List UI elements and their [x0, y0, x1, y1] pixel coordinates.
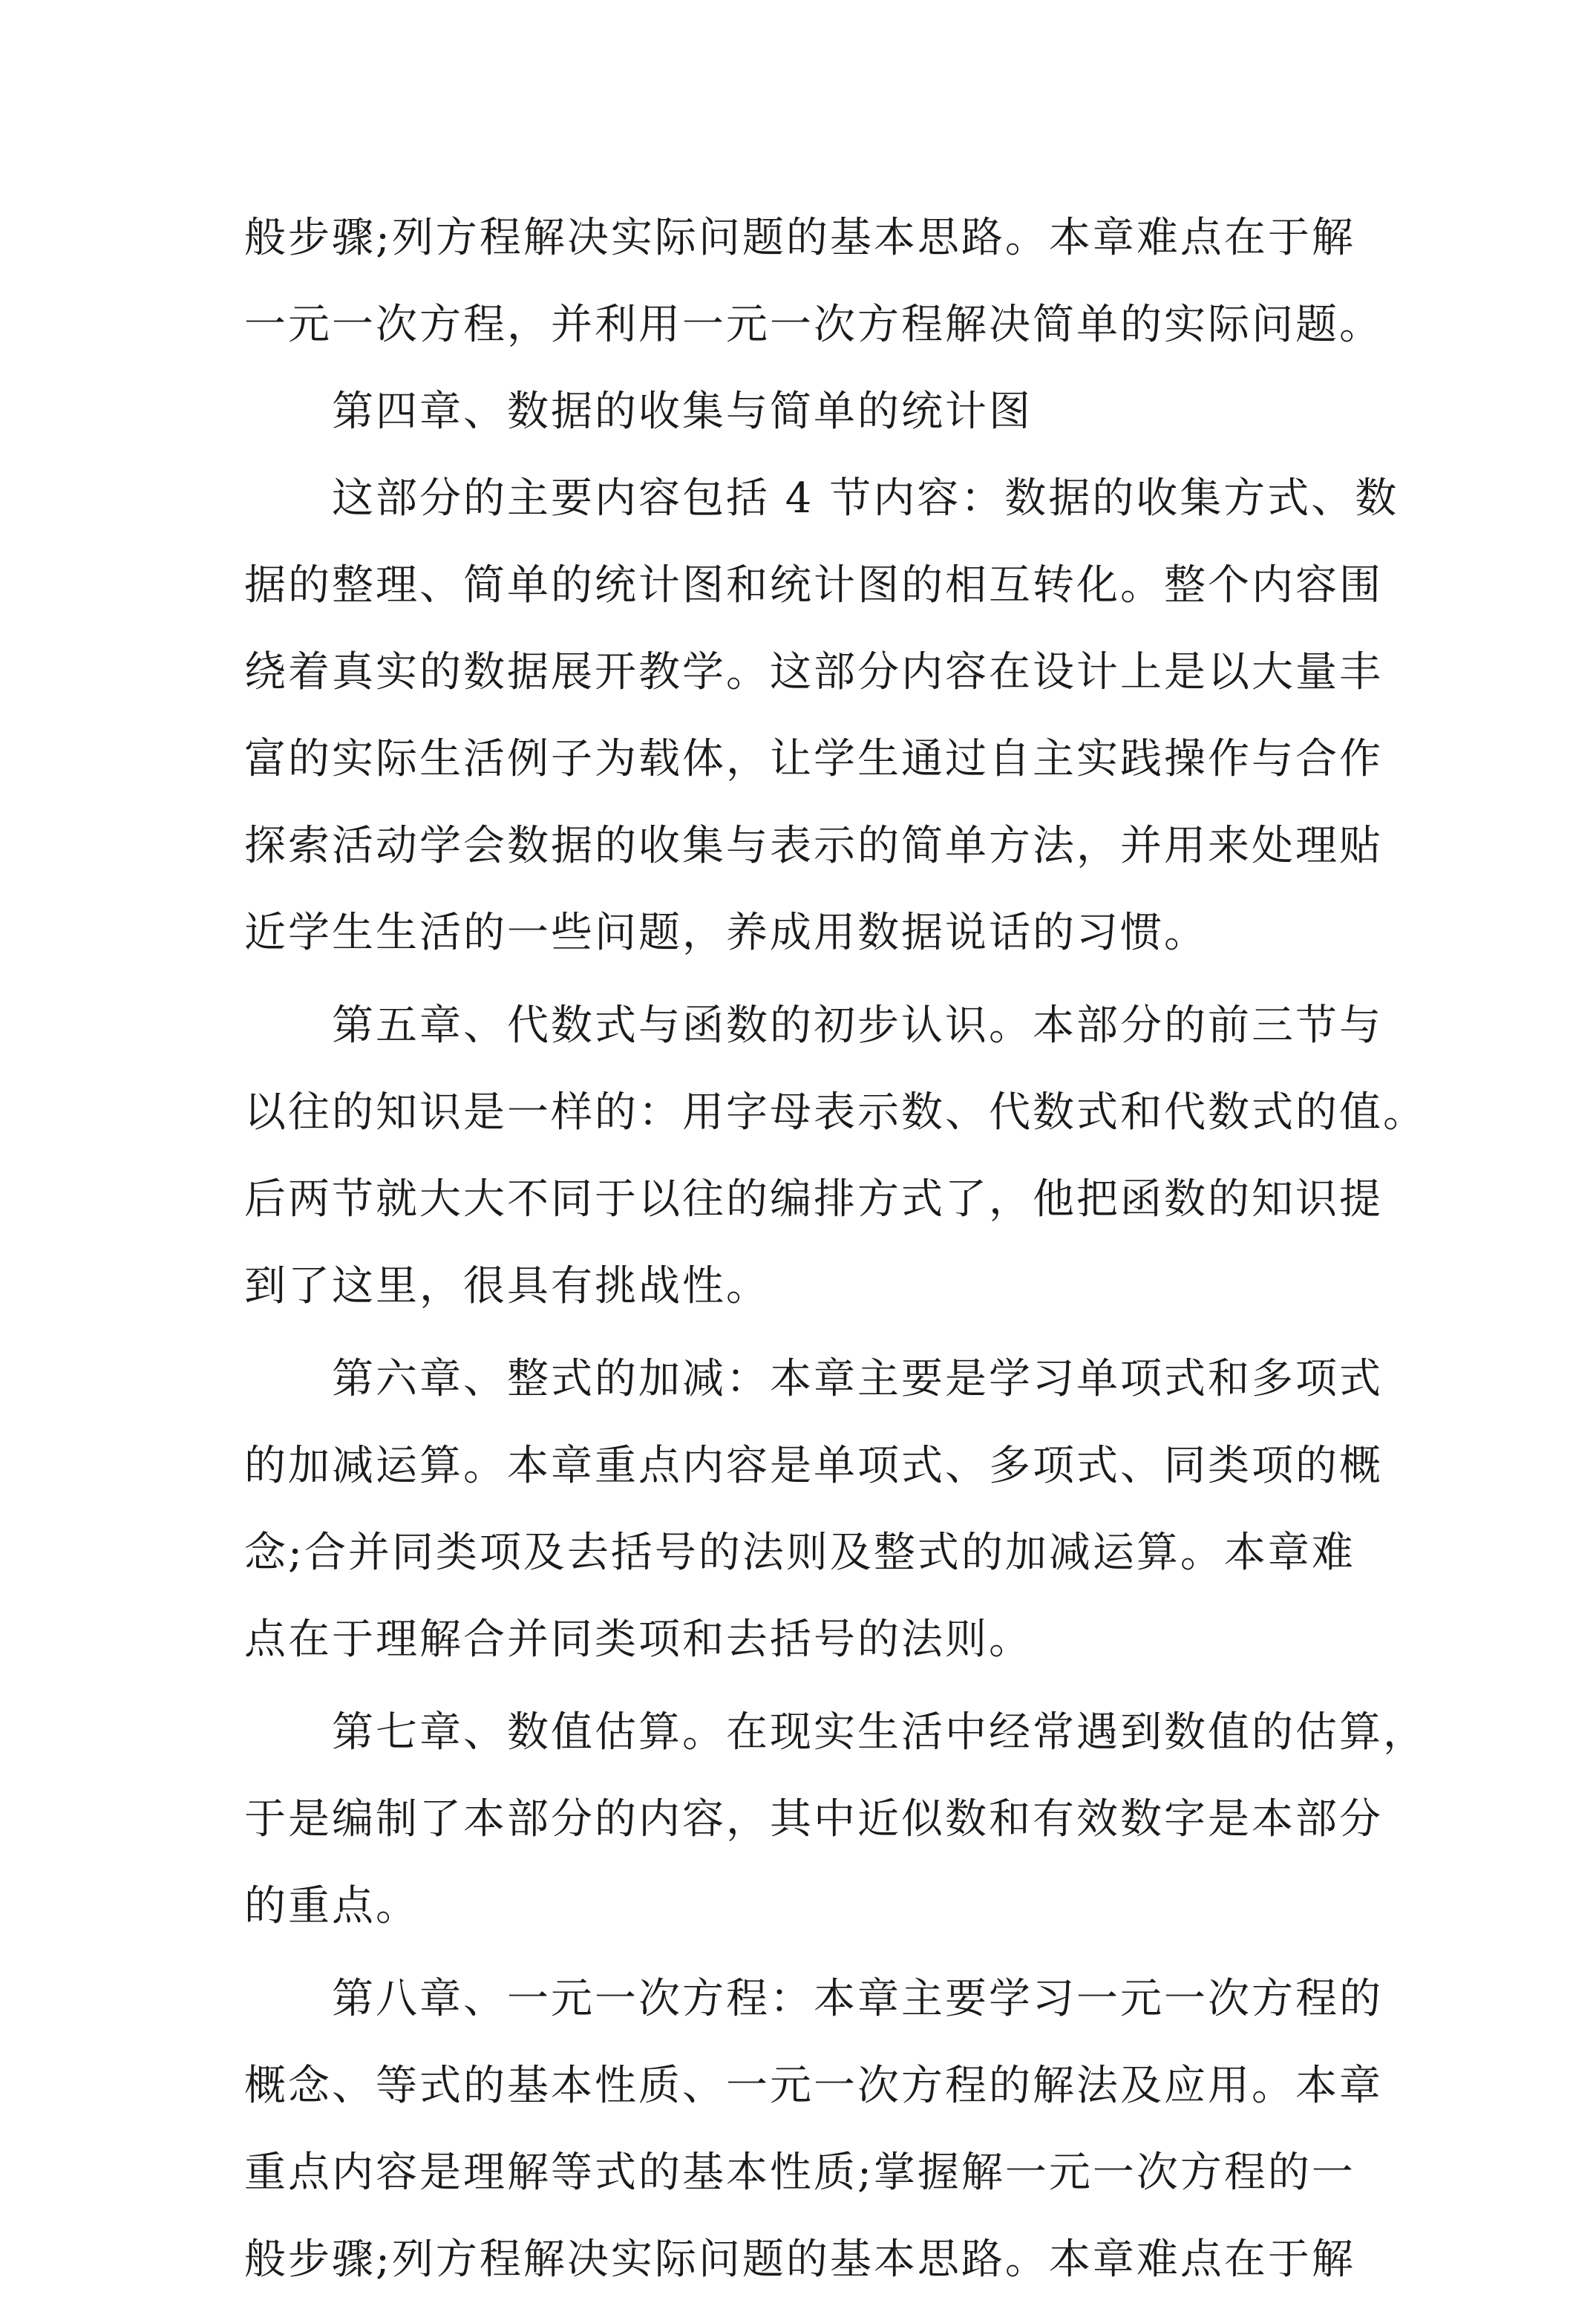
text-line: 重点内容是理解等式的基本性质;掌握解一元一次方程的一 [244, 2149, 1355, 2197]
text-line: 于是编制了本部分的内容，其中近似数和有效数字是本部分 [244, 1795, 1383, 1843]
document-body [244, 195, 1427, 2303]
paragraph-start: 第七章、数值估算。在现实生活中经常遇到数值的估算， [332, 1708, 1427, 1757]
paragraph-start: 第六章、整式的加减：本章主要是学习单项式和多项式 [332, 1355, 1383, 1403]
text-line: 概念、等式的基本性质、一元一次方程的解法及应用。本章 [244, 2062, 1383, 2110]
text-line: 到了这里，很具有挑战性。 [244, 1262, 770, 1310]
text-line: 富的实际生活例子为载体，让学生通过自主实践操作与合作 [244, 735, 1383, 783]
chapter-heading: 第四章、数据的收集与简单的统计图 [332, 388, 1033, 436]
text-line: 点在于理解合并同类项和去括号的法则。 [244, 1616, 1033, 1664]
text-line: 以往的知识是一样的：用字母表示数、代数式和代数式的值。 [244, 1088, 1427, 1137]
text-line: 的加减运算。本章重点内容是单项式、多项式、同类项的概 [244, 1442, 1383, 1490]
paragraph-start: 第五章、代数式与函数的初步认识。本部分的前三节与 [332, 1002, 1383, 1050]
text-line: 一元一次方程，并利用一元一次方程解决简单的实际问题。 [244, 301, 1383, 349]
text-line: 近学生生活的一些问题，养成用数据说话的习惯。 [244, 909, 1208, 957]
text-line: 般步骤;列方程解决实际问题的基本思路。本章难点在于解 [244, 2235, 1355, 2284]
text-line: 探索活动学会数据的收集与表示的简单方法，并用来处理贴 [244, 822, 1383, 870]
text-line: 的重点。 [244, 1882, 419, 1930]
text-line: 据的整理、简单的统计图和统计图的相互转化。整个内容围 [244, 561, 1383, 610]
text-line: 后两节就大大不同于以往的编排方式了，他把函数的知识提 [244, 1175, 1383, 1224]
paragraph-start: 这部分的主要内容包括 4 节内容：数据的收集方式、数 [332, 474, 1399, 523]
text-line: 绕着真实的数据展开教学。这部分内容在设计上是以大量丰 [244, 648, 1383, 696]
text-line: 念;合并同类项及去括号的法则及整式的加减运算。本章难 [244, 1529, 1355, 1577]
paragraph-start: 第八章、一元一次方程：本章主要学习一元一次方程的 [332, 1975, 1383, 2023]
text-line: 般步骤;列方程解决实际问题的基本思路。本章难点在于解 [244, 214, 1355, 262]
